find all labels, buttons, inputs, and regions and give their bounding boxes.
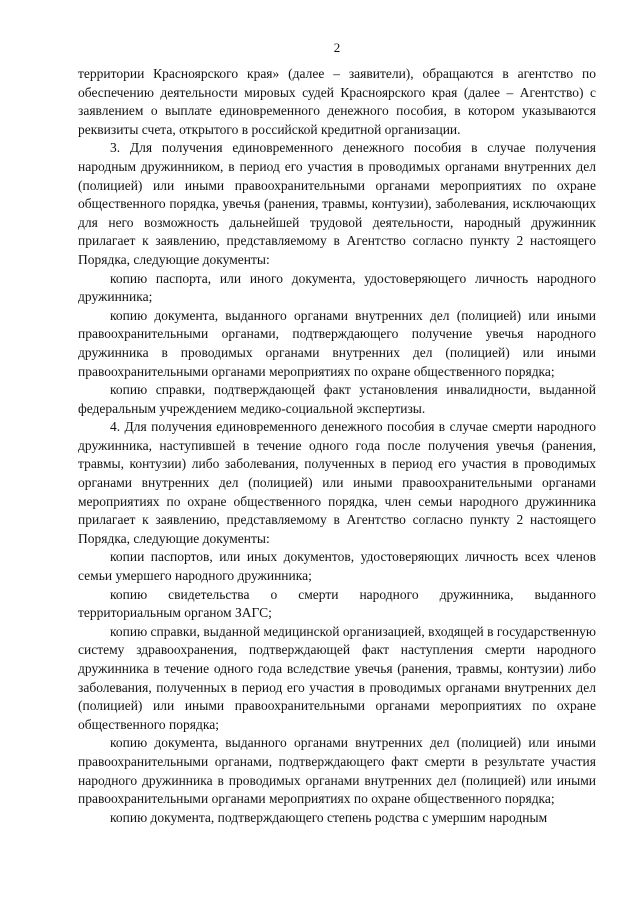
paragraph-continuation: территории Красноярского края» (далее – заявители), обращаются в агентство по обеспечению деятельности мировых судей Красноярского края (далее – Агентство) с заявлением о выплате единовременного денежного пособия, в котором указываются реквизиты счета, открытого в российской кредитной организации. (78, 66, 596, 137)
paragraph-medical-certificate: копию справки, выданной медицинской организацией, входящей в государственную систему здравоохранения, подтверждающей факт наступления смерти народного дружинника в течение одного года вследствие увечья (ранения, травмы, контузии) либо заболевания, полученных в период его участия в проводимых органами внутренних дел (полицией) или иными правоохранительными органами мероприятиях по охране общественного порядка; (78, 623, 596, 732)
paragraph-injury-document: копию документа, выданного органами внутренних дел (полицией) или иными правоохранительными органами, подтверждающего получение увечья народного дружинника в проводимых органами внутренних дел (полицией) или иными правоохранительными органами мероприятиях по охране общественного порядка; (78, 307, 596, 379)
paragraph-death-confirmation: копию документа, выданного органами внутренних дел (полицией) или иными правоохранительными органами, подтверждающего факт смерти в результате участия народного дружинника в проводимых органами внутренних дел (полицией) или иными правоохранительными органами мероприятиях по охране общественного порядка; (78, 735, 596, 807)
document-body (78, 65, 596, 827)
page-number: 2 (333, 40, 341, 55)
paragraph-kinship-document: копию документа, подтверждающего степень родства с умершим народным (110, 809, 548, 825)
paragraph-family-passports: копии паспортов, или иных документов, удостоверяющих личность всех членов семьи умершего народного дружинника; (78, 549, 596, 584)
paragraph-item-4: 4. Для получения единовременного денежного пособия в случае смерти народного дружинника, наступившей в течение одного года после получения увечья (ранения, травмы, контузии) либо заболевания, полученных в период его участия в проводимых органами внутренних дел (полицией) или иными правоохранительными органами мероприятиях по охране общественного порядка, член семьи народного дружинника прилагает к заявлению, представляемому в Агентство согласно пункту 2 настоящего Порядка, следующие документы: (78, 419, 596, 546)
paragraph-disability-certificate: копию справки, подтверждающей факт установления инвалидности, выданной федеральным учреждением медико-социальной экспертизы. (78, 382, 596, 416)
paragraph-death-certificate: копию свидетельства о смерти народного дружинника, выданного территориальным органом ЗАГС; (78, 586, 596, 621)
paragraph-item-3: 3. Для получения единовременного денежного пособия в случае получения народным дружинником, в период его участия в проводимых органами внутренних дел (полицией) или иными правоохранительными органами мероприятиях по охране общественного порядка, увечья (ранения, травмы, контузии), заболевания, исключающих для него возможность дальнейшей трудовой деятельности, народный дружинник прилагает к заявлению, представляемому в Агентство согласно пункту 2 настоящего Порядка, следующие документы: (78, 140, 596, 267)
paragraph-passport-copy: копию паспорта, или иного документа, удостоверяющего личность народного дружинника; (78, 270, 596, 305)
